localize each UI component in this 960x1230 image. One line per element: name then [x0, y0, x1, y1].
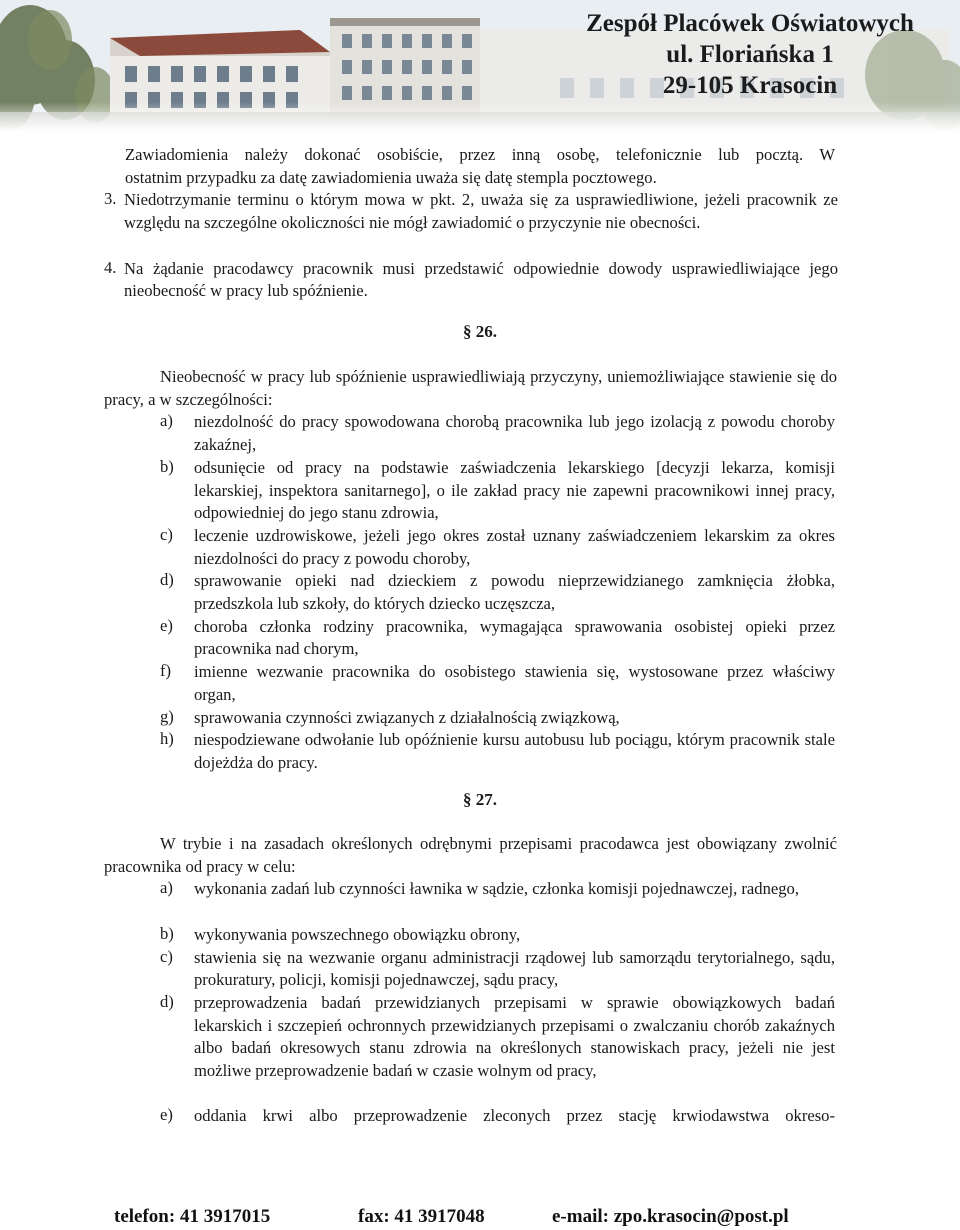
intro-line-2: ostatnim przypadku za datę zawiadomienia uważa się datę stempla pocztowego. — [125, 167, 657, 187]
section-27-intro: W trybie i na zasadach określonych odrębnymi przepisami pracodawca jest obowiązany zwolnić pracownika od pracy w celu: — [104, 834, 837, 876]
list-text: choroba członka rodziny pracownika, wymagająca sprawowania osobistej opieki przez pracownika nad chorym, — [194, 616, 835, 659]
section-26-intro: Nieobecność w pracy lub spóźnienie usprawiedliwiają przyczyny, uniemożliwiające stawienie się do pracy, a w szczególności: — [104, 367, 837, 409]
intro-line-1: Zawiadomienia należy dokonać osobiście, przez inną osobę, telefonicznie lub pocztą. W — [125, 145, 835, 164]
list-marker: a) — [160, 411, 173, 431]
footer-email: e-mail: zpo.krasocin@post.pl — [552, 1206, 789, 1227]
list-text: niezdolność do pracy spowodowana chorobą pracownika lub jego izolacją z powodu choroby zakaźnej, — [194, 412, 835, 455]
list-text: odsunięcie od pracy na podstawie zaświadczenia lekarskiego [decyzji lekarza, komisji lekarskiej, inspektora sanitarnego], o ile zakład pracy nie zapewni pracownikowi innej pracy, odpowiedniej do jego stanu zdrowia, — [194, 457, 835, 523]
list-marker: b) — [160, 923, 174, 943]
institution-street: ul. Floriańska 1 — [666, 41, 834, 68]
list-marker: a) — [160, 878, 173, 898]
list-text: sprawowanie opieki nad dzieckiem z powodu nieprzewidzianego zamknięcia żłobka, przedszkola lub szkoły, do których dziecko uczęszcza, — [194, 571, 835, 613]
list-text: imienne wezwanie pracownika do osobistego stawienia się, wystosowane przez właściwy organ, — [194, 662, 835, 704]
list-marker: f) — [160, 661, 172, 681]
list-text: leczenie uzdrowiskowe, jeżeli jego okres został uznany zaświadczeniem lekarskim za okres niezdolności do pracy z powodu choroby, — [194, 525, 835, 568]
letterhead-footer — [0, 1200, 960, 1230]
list-marker: d) — [160, 991, 174, 1011]
institution-name — [540, 8, 960, 101]
list-marker: h) — [160, 729, 174, 749]
list-marker: b) — [160, 456, 174, 476]
list-marker: d) — [160, 570, 174, 590]
list-marker: c) — [160, 524, 173, 544]
list-text: wykonywania powszechnego obowiązku obrony, — [194, 924, 521, 944]
footer-fax: fax: 41 3917048 — [358, 1206, 485, 1227]
list-marker: e) — [160, 1105, 173, 1125]
list-text: sprawowania czynności związanych z działalnością związkową, — [194, 707, 620, 727]
list-number: 3. — [104, 189, 117, 209]
list-marker: e) — [160, 615, 173, 635]
list-text: stawienia się na wezwanie organu administracji rządowej lub samorządu terytorialnego, sądu, prokuratury, policji, komisji pojednawczej, sądu pracy, — [194, 947, 835, 990]
list-text: oddania krwi albo przeprowadzenie zleconych przez stację krwiodawstwa okreso- — [194, 1106, 835, 1126]
institution-city: 29-105 Krasocin — [662, 72, 838, 99]
list-number: 4. — [104, 257, 117, 277]
list-text: wykonania zadań lub czynności ławnika w sądzie, członka komisji pojednawczej, radnego, — [194, 879, 799, 899]
list-text: Na żądanie pracodawcy pracownik musi przedstawić odpowiednie dowody usprawiedliwiające jego nieobecność w pracy lub spóźnienie. — [124, 258, 838, 301]
section-heading-27: § 27. — [463, 790, 497, 809]
list-text: niespodziewane odwołanie lub opóźnienie kursu autobusu lub pociągu, którym pracownik stale dojeżdża do pracy. — [194, 730, 835, 772]
list-marker: c) — [160, 946, 173, 966]
letterhead — [0, 0, 960, 132]
list-text: Niedotrzymanie terminu o którym mowa w pkt. 2, uważa się za usprawiedliwione, jeżeli pracownik ze względu na szczególne okoliczności nie mógł zawiadomić o przyczynie nie obecności. — [124, 190, 838, 233]
footer-phone: telefon: 41 3917015 — [114, 1206, 271, 1227]
section-heading-26: § 26. — [463, 322, 497, 341]
institution-name-line: Zespół Placówek Oświatowych — [586, 10, 914, 37]
header-fade — [0, 102, 960, 132]
list-text: przeprowadzenia badań przewidzianych przepisami w sprawie obowiązkowych badań lekarskich i szczepień ochronnych przewidzianych przepisami o zwalczaniu chorób zakaźnych albo badań okresowych stanu zdrowia na określonych stanowiskach pracy, jeżeli nie jest możliwe przeprowadzenie badań w czasie wolnym od pracy, — [194, 992, 835, 1080]
list-marker: g) — [160, 706, 174, 726]
